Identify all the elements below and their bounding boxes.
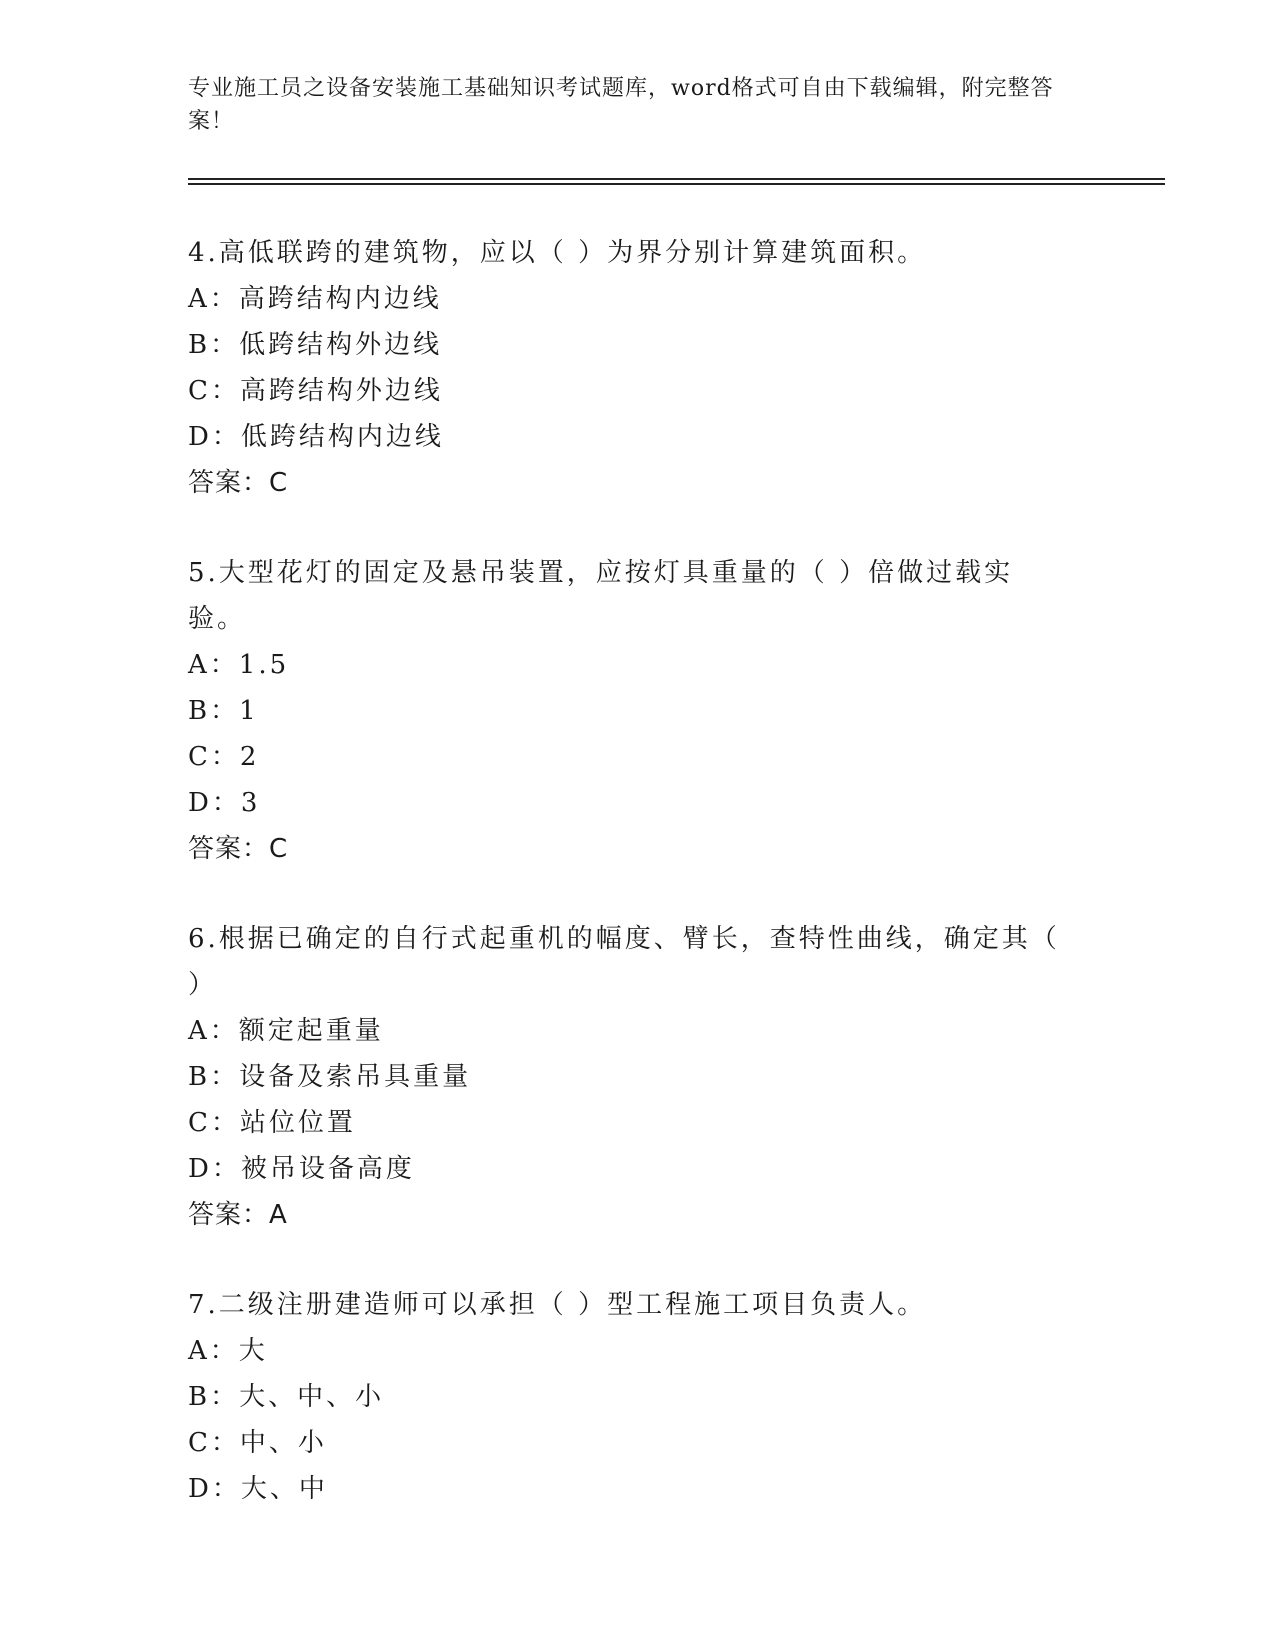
option-d: D：大、中: [188, 1474, 328, 1504]
question-list: [188, 230, 1068, 1556]
option-a: A：大: [188, 1336, 268, 1366]
answer-line: 答案：C: [188, 468, 289, 498]
option-c: C：高跨结构外边线: [188, 376, 443, 406]
question-text: 6.根据已确定的自行式起重机的幅度、臂长，查特性曲线，确定其（ ）: [188, 924, 1060, 1000]
option-b: B：1: [188, 696, 259, 726]
option-d: D：被吊设备高度: [188, 1154, 415, 1184]
header-divider-top: [188, 178, 1165, 180]
option-c: C：2: [188, 742, 260, 772]
answer-line: 答案：C: [188, 834, 289, 864]
header-divider-bottom: [188, 183, 1165, 185]
question-item: [188, 230, 1068, 506]
question-text: 7.二级注册建造师可以承担（ ）型工程施工项目负责人。: [188, 1290, 927, 1320]
question-item: [188, 1282, 1068, 1512]
question-text: 4.高低联跨的建筑物，应以（ ）为界分别计算建筑面积。: [188, 238, 927, 268]
option-b: B：设备及索吊具重量: [188, 1062, 472, 1092]
option-b: B：低跨结构外边线: [188, 330, 443, 360]
option-c: C：站位位置: [188, 1108, 356, 1138]
document-header: 专业施工员之设备安装施工基础知识考试题库，word格式可自由下载编辑，附完整答案！: [188, 76, 1054, 134]
answer-line: 答案：A: [188, 1200, 288, 1230]
option-a: A：高跨结构内边线: [188, 284, 442, 314]
question-item: [188, 916, 1068, 1238]
option-a: A：额定起重量: [188, 1016, 384, 1046]
option-d: D：3: [188, 788, 261, 818]
option-a: A：1.5: [188, 650, 290, 680]
option-b: B：大、中、小: [188, 1382, 385, 1412]
option-c: C：中、小: [188, 1428, 327, 1458]
option-d: D：低跨结构内边线: [188, 422, 444, 452]
question-item: [188, 550, 1068, 872]
question-text: 5.大型花灯的固定及悬吊装置，应按灯具重量的（ ）倍做过载实验。: [188, 558, 1014, 634]
